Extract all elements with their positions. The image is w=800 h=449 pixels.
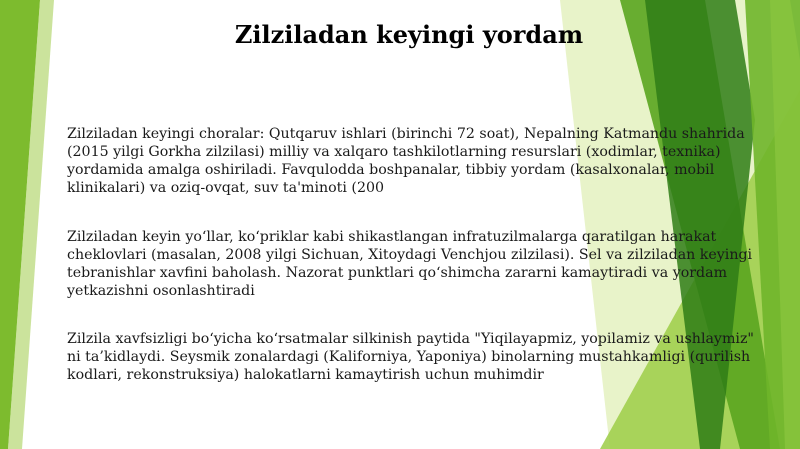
paragraph-post-earthquake-measures: Zilziladan keyingi choralar: Qutqaruv ishlari (birinchi 72 soat), Nepalning Katmandu shahrida (2015 yilgi Gorkha zilzilasi) milliy va xalqaro tashkilotlarning resurslari (xodimlar, texnika) yordamida amalga oshiriladi. Favqulodda boshpanalar, tibbiy yordam (kasalxonalar, mobil klinikalari) va oziq-ovqat, suv ta'minoti (200 <box>67 126 745 196</box>
paragraph-movement-restrictions: Zilziladan keyin yo‘llar, ko‘priklar kabi shikastlangan infratuzilmalarga qaratilgan harakat cheklovlari (masalan, 2008 yilgi Sichuan, Xitoydagi Venchjou zilzilasi). Sel va zilziladan keyingi tebranishlar xavfini baholash. Nazorat punktlari qo‘shimcha zararni kamaytiradi va yordam yetkazishni osonlashtiradi <box>67 229 753 299</box>
slide-title: Zilziladan keyingi yordam <box>234 20 584 49</box>
paragraph-safety-guidelines: Zilzila xavfsizligi bo‘yicha ko‘rsatmalar silkinish paytida "Yiqilayapmiz, yopilamiz va ushlaymiz" ni ta’kidlaydi. Seysmik zonalardagi (Kaliforniya, Yaponiya) binolarning mustahkamligi (qurilish kodlari, rekonstruksiya) halokatlarni kamaytirish uchun muhimdir <box>67 331 754 383</box>
